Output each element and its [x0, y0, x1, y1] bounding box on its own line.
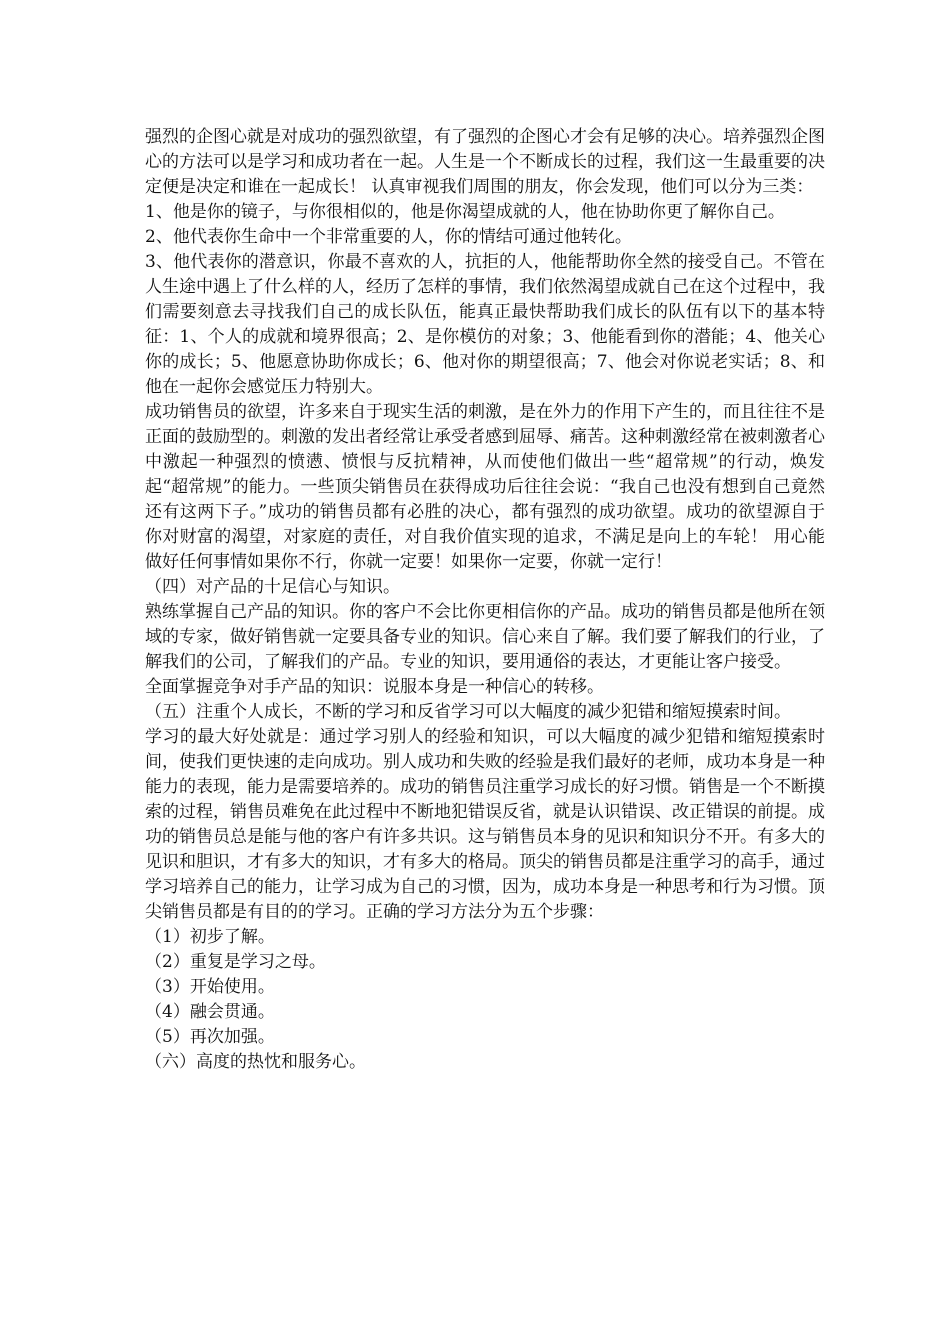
paragraph-sales-desire: 成功销售员的欲望，许多来自于现实生活的刺激，是在外力的作用下产生的，而且往往不是正面的鼓励型的。刺激的发出者经常让承受者感到屈辱、痛苦。这种刺激经常在被刺激者心中激起一种强烈的愤懑、愤恨与反抗精神，从而使他们做出一些“超常规”的行动，焕发起“超常规”的能力。一些顶尖销售员在获得成功后往往会说：“我自己也没有想到自己竟然还有这两下子。”成功的销售员都有必胜的决心，都有强烈的成功欲望。成功的欲望源自于你对财富的渴望，对家庭的责任，对自我价值实现的追求，不满足是向上的车轮！ 用心能做好任何事情如果你不行，你就一定要！如果你一定要，你就一定行！: [145, 402, 825, 572]
paragraph-product-knowledge: 熟练掌握自己产品的知识。你的客户不会比你更相信你的产品。成功的销售员都是他所在领域的专家，做好销售就一定要具备专业的知识。信心来自了解。我们要了解我们的行业，了解我们的公司，了解我们的产品。专业的知识，要用通俗的表达，才更能让客户接受。: [145, 602, 825, 672]
paragraph-intro: 强烈的企图心就是对成功的强烈欲望，有了强烈的企图心才会有足够的决心。培养强烈企图心的方法可以是学习和成功者在一起。人生是一个不断成长的过程，我们这一生最重要的决定便是决定和谁在一起成长！ 认真审视我们周围的朋友，你会发现，他们可以分为三类：: [145, 127, 825, 197]
section-heading-4: （四）对产品的十足信心与知识。: [145, 577, 400, 597]
section-heading-6: （六）高度的热忱和服务心。: [145, 1052, 366, 1072]
list-item-step-4: （4）融会贯通。: [145, 1002, 275, 1022]
paragraph-friend-type-3: 3、他代表你的潜意识，你最不喜欢的人，抗拒的人，他能帮助你全然的接受自己。不管在人生途中遇上了什么样的人，经历了怎样的事情，我们依然渴望成就自己在这个过程中，我们需要刻意去寻找我们自己的成长队伍，能真正最快帮助我们成长的队伍有以下的基本特征：1、个人的成就和境界很高；2、是你模仿的对象；3、他能看到你的潜能；4、他关心你的成长；5、他愿意协助你成长；6、他对你的期望很高；7、他会对你说老实话；8、和他在一起你会感觉压力特别大。: [145, 252, 825, 397]
list-item-step-2: （2）重复是学习之母。: [145, 952, 326, 972]
list-item-step-3: （3）开始使用。: [145, 977, 275, 997]
paragraph-friend-type-1: 1、他是你的镜子，与你很相似的，他是你渴望成就的人，他在协助你更了解你自己。: [145, 202, 785, 222]
paragraph-competitor-knowledge: 全面掌握竞争对手产品的知识：说服本身是一种信心的转移。: [145, 677, 604, 697]
document-page: [145, 125, 825, 1075]
paragraph-learning: 学习的最大好处就是：通过学习别人的经验和知识，可以大幅度的减少犯错和缩短摸索时间，使我们更快速的走向成功。别人成功和失败的经验是我们最好的老师，成功本身是一种能力的表现，能力是需要培养的。成功的销售员注重学习成长的好习惯。销售是一个不断摸索的过程，销售员难免在此过程中不断地犯错误反省，就是认识错误、改正错误的前提。成功的销售员总是能与他的客户有许多共识。这与销售员本身的见识和知识分不开。有多大的见识和胆识，才有多大的知识，才有多大的格局。顶尖的销售员都是注重学习的高手，通过学习培养自己的能力，让学习成为自己的习惯，因为，成功本身是一种思考和行为习惯。顶尖销售员都是有目的的学习。正确的学习方法分为五个步骤：: [145, 727, 825, 922]
list-item-step-1: （1）初步了解。: [145, 927, 275, 947]
list-item-step-5: （5）再次加强。: [145, 1027, 275, 1047]
paragraph-friend-type-2: 2、他代表你生命中一个非常重要的人，你的情结可通过他转化。: [145, 227, 632, 247]
section-heading-5: （五）注重个人成长，不断的学习和反省学习可以大幅度的减少犯错和缩短摸索时间。: [145, 702, 791, 722]
